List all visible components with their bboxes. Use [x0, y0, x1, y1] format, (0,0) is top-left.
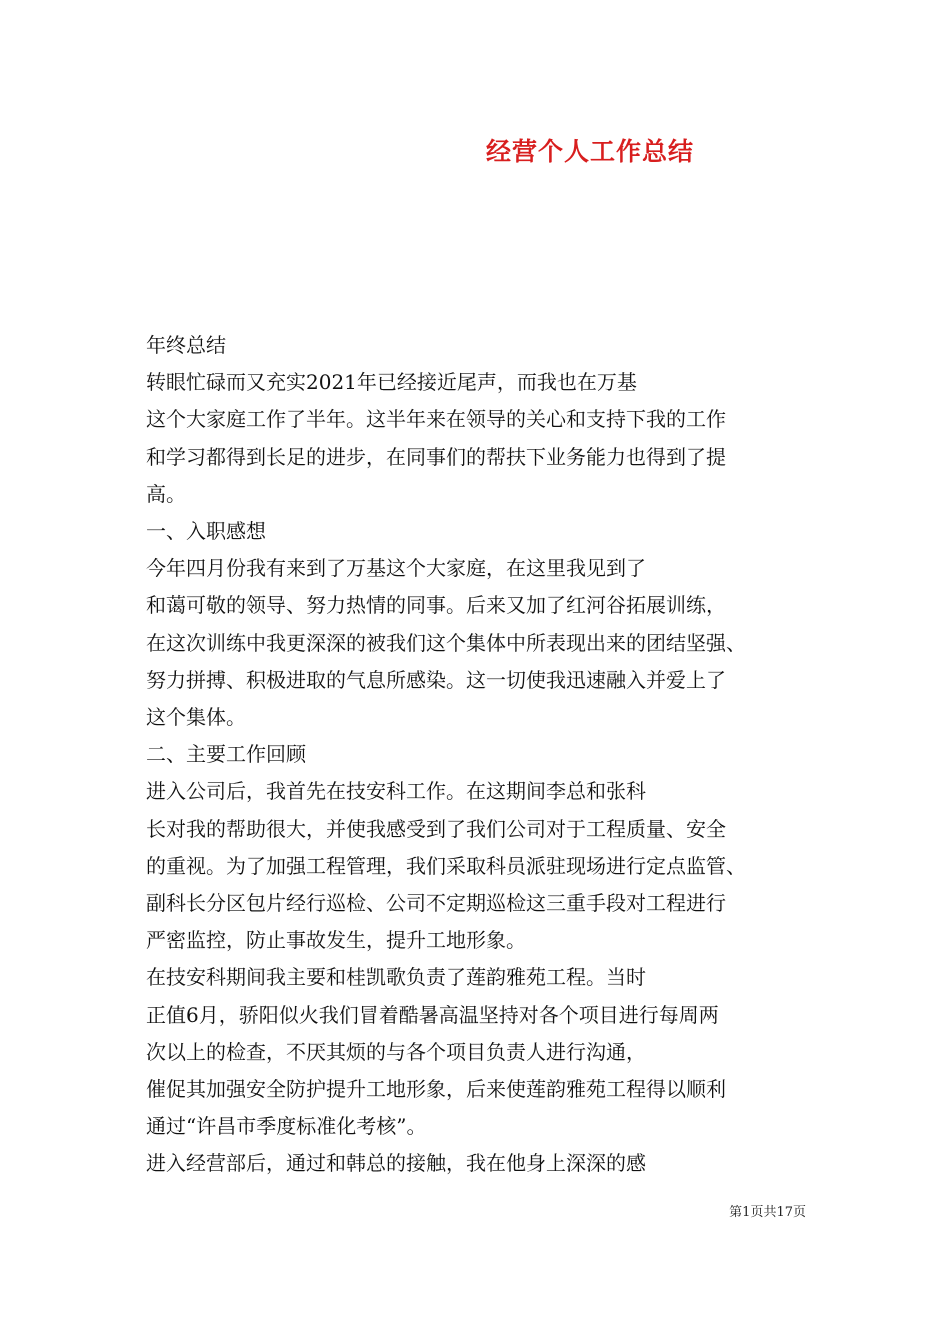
page-title: 经营个人工作总结: [485, 137, 694, 166]
text-line: 高。: [146, 481, 186, 506]
text-line: 年终总结: [146, 333, 226, 357]
text-line: 在这次训练中我更深深的被我们这个集体中所表现出来的团结坚强、: [146, 630, 746, 655]
text-line: 二、主要工作回顾: [146, 742, 306, 767]
text-line: 进入公司后，我首先在技安科工作。在这期间李总和张科: [146, 779, 646, 804]
text-line: 在技安科期间我主要和桂凯歌负责了莲韵雅苑工程。当时: [146, 965, 646, 990]
text-line: 催促其加强安全防护提升工地形象，后来使莲韵雅苑工程得以顺利: [146, 1077, 726, 1102]
text-line: 严密监控，防止事故发生，提升工地形象。: [146, 928, 526, 953]
text-line: 进入经营部后，通过和韩总的接触，我在他身上深深的感: [146, 1151, 646, 1176]
text-line: 长对我的帮助很大，并使我感受到了我们公司对于工程质量、安全: [146, 816, 726, 841]
text-line: 一、入职感想: [146, 519, 266, 544]
text-line: 这个大家庭工作了半年。这半年来在领导的关心和支持下我的工作: [146, 407, 726, 432]
text-line: 转眼忙碌而又充实2021年已经接近尾声，而我也在万基: [146, 370, 637, 395]
text-line: 今年四月份我有来到了万基这个大家庭，在这里我见到了: [146, 556, 646, 581]
text-line: 的重视。为了加强工程管理，我们采取科员派驻现场进行定点监管、: [146, 853, 746, 878]
text-line: 和蔼可敬的领导、努力热情的同事。后来又加了红河谷拓展训练，: [146, 593, 726, 618]
text-line: 通过“许昌市季度标准化考核”。: [146, 1114, 427, 1139]
text-line: 正值6月，骄阳似火我们冒着酷暑高温坚持对各个项目进行每周两: [146, 1002, 719, 1027]
text-line: 副科长分区包片经行巡检、公司不定期巡检这三重手段对工程进行: [146, 891, 726, 916]
text-line: 次以上的检查，不厌其烦的与各个项目负责人进行沟通，: [146, 1039, 646, 1064]
page-number-footer: 第1页共17页: [729, 1205, 806, 1220]
text-line: 这个集体。: [146, 705, 246, 730]
document-body: [146, 327, 812, 1183]
text-line: 和学习都得到长足的进步，在同事们的帮扶下业务能力也得到了提: [146, 444, 726, 469]
text-line: 努力拼搏、积极进取的气息所感染。这一切使我迅速融入并爱上了: [146, 667, 726, 692]
